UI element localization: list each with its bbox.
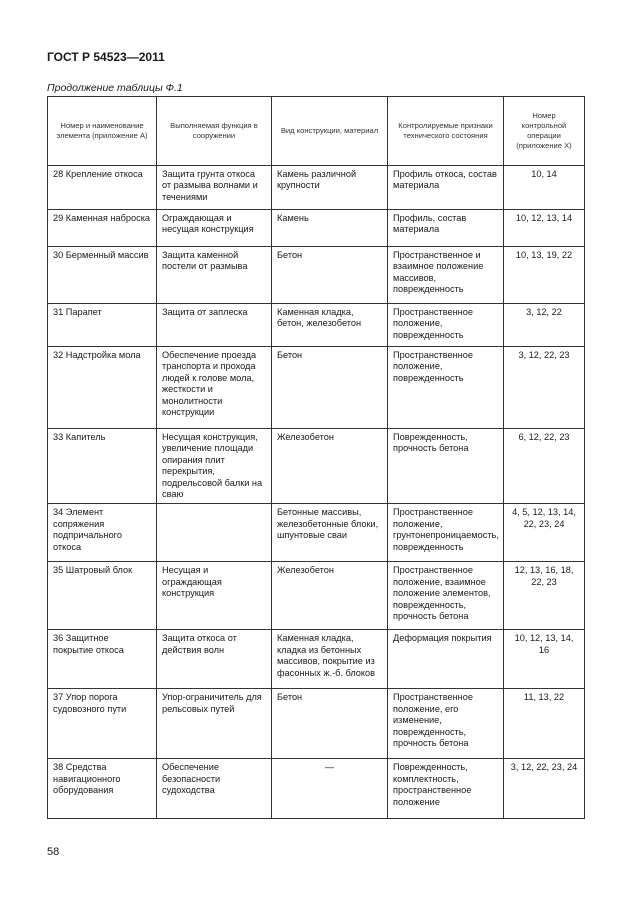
inspection-table: [47, 96, 585, 819]
function-cell: Обеспечение проезда транспорта и прохода людей к голове мола, жесткости и монолитности конструкции: [157, 347, 272, 429]
table-row: [48, 166, 585, 210]
operation-cell: 3, 12, 22, 23: [504, 347, 585, 429]
criteria-cell: Профиль откоса, состав материала: [388, 166, 504, 210]
column-header-material: Вид конструкции, материал: [272, 97, 388, 166]
function-cell: Несущая и ограждающая конструкция: [157, 562, 272, 630]
function-cell: Защита каменной постели от размыва: [157, 247, 272, 304]
function-cell: Защита грунта откоса от размыва волнами и течениями: [157, 166, 272, 210]
material-cell: Каменная кладка, кладка из бетонных массивов, покрытие из фасонных ж.-б. блоков: [272, 630, 388, 689]
table-row: [48, 210, 585, 247]
material-cell: Камень различной крупности: [272, 166, 388, 210]
function-cell: Защита откоса от действия волн: [157, 630, 272, 689]
operation-cell: 4, 5, 12, 13, 14, 22, 23, 24: [504, 504, 585, 562]
operation-cell: 10, 12, 13, 14, 16: [504, 630, 585, 689]
function-cell: Несущая конструкция, увеличение площади опирания плит перекрытия, подрельсовой балки на сваю: [157, 429, 272, 504]
header-row: [48, 97, 585, 166]
function-cell: Ограждающая и несущая конструкция: [157, 210, 272, 247]
table-row: [48, 759, 585, 819]
material-cell: Бетонные массивы, железобетонные блоки, шпунтовые сваи: [272, 504, 388, 562]
function-cell: Обеспечение безопасности судоходства: [157, 759, 272, 819]
function-cell: Защита от заплеска: [157, 304, 272, 347]
function-cell: Упор-ограничитель для рельсовых путей: [157, 689, 272, 759]
material-cell: Железобетон: [272, 562, 388, 630]
element-cell: 32 Надстройка мола: [48, 347, 157, 429]
material-cell: Бетон: [272, 689, 388, 759]
element-cell: 30 Берменный массив: [48, 247, 157, 304]
column-header-criteria: Контролируемые признаки технического состояния: [388, 97, 504, 166]
operation-cell: 3, 12, 22, 23, 24: [504, 759, 585, 819]
material-cell: Железобетон: [272, 429, 388, 504]
criteria-cell: Пространственное положение, поврежденность: [388, 347, 504, 429]
operation-cell: 3, 12, 22: [504, 304, 585, 347]
criteria-cell: Пространственное положение, его изменение, поврежденность, прочность бетона: [388, 689, 504, 759]
element-cell: 31 Парапет: [48, 304, 157, 347]
material-cell: Бетон: [272, 347, 388, 429]
column-header-element: Номер и наименование элемента (приложение А): [48, 97, 157, 166]
table-continuation-caption: Продолжение таблицы Ф.1: [47, 82, 183, 94]
element-cell: 36 Защитное покрытие откоса: [48, 630, 157, 689]
criteria-cell: Поврежденность, комплектность, пространственное положение: [388, 759, 504, 819]
element-cell: 29 Каменная наброска: [48, 210, 157, 247]
material-cell: Камень: [272, 210, 388, 247]
material-cell: Бетон: [272, 247, 388, 304]
table-row: [48, 429, 585, 504]
page-number: 58: [47, 846, 60, 858]
element-cell: 28 Крепление откоса: [48, 166, 157, 210]
criteria-cell: Деформация покрытия: [388, 630, 504, 689]
element-cell: 34 Элемент сопряжения подпричального откоса: [48, 504, 157, 562]
criteria-cell: Пространственное положение, грунтонепроницаемость, поврежденность: [388, 504, 504, 562]
table-row: [48, 630, 585, 689]
operation-cell: 10, 13, 19, 22: [504, 247, 585, 304]
table-row: [48, 304, 585, 347]
element-cell: 37 Упор порога судовозного пути: [48, 689, 157, 759]
operation-cell: 10, 12, 13, 14: [504, 210, 585, 247]
column-header-operation: Номер контрольной операции (приложение Х): [504, 97, 585, 166]
table-header: [48, 97, 585, 166]
element-cell: 35 Шатровый блок: [48, 562, 157, 630]
table-row: [48, 689, 585, 759]
operation-cell: 6, 12, 22, 23: [504, 429, 585, 504]
function-cell: [157, 504, 272, 562]
operation-cell: 12, 13, 16, 18, 22, 23: [504, 562, 585, 630]
criteria-cell: Профиль, состав материала: [388, 210, 504, 247]
table-body: [48, 166, 585, 819]
column-header-function: Выполняемая функция в сооружении: [157, 97, 272, 166]
element-cell: 38 Средства навигационного оборудования: [48, 759, 157, 819]
criteria-cell: Пространственное и взаимное положение массивов, поврежденность: [388, 247, 504, 304]
operation-cell: 11, 13, 22: [504, 689, 585, 759]
table-row: [48, 247, 585, 304]
document-standard-code: ГОСТ Р 54523—2011: [47, 50, 165, 64]
criteria-cell: Пространственное положение, поврежденность: [388, 304, 504, 347]
operation-cell: 10, 14: [504, 166, 585, 210]
material-cell: —: [272, 759, 388, 819]
table-row: [48, 504, 585, 562]
criteria-cell: Пространственное положение, взаимное положение элементов, поврежденность, прочность бетона: [388, 562, 504, 630]
table-row: [48, 347, 585, 429]
element-cell: 33 Капитель: [48, 429, 157, 504]
table-row: [48, 562, 585, 630]
material-cell: Каменная кладка, бетон, железобетон: [272, 304, 388, 347]
criteria-cell: Поврежденность, прочность бетона: [388, 429, 504, 504]
